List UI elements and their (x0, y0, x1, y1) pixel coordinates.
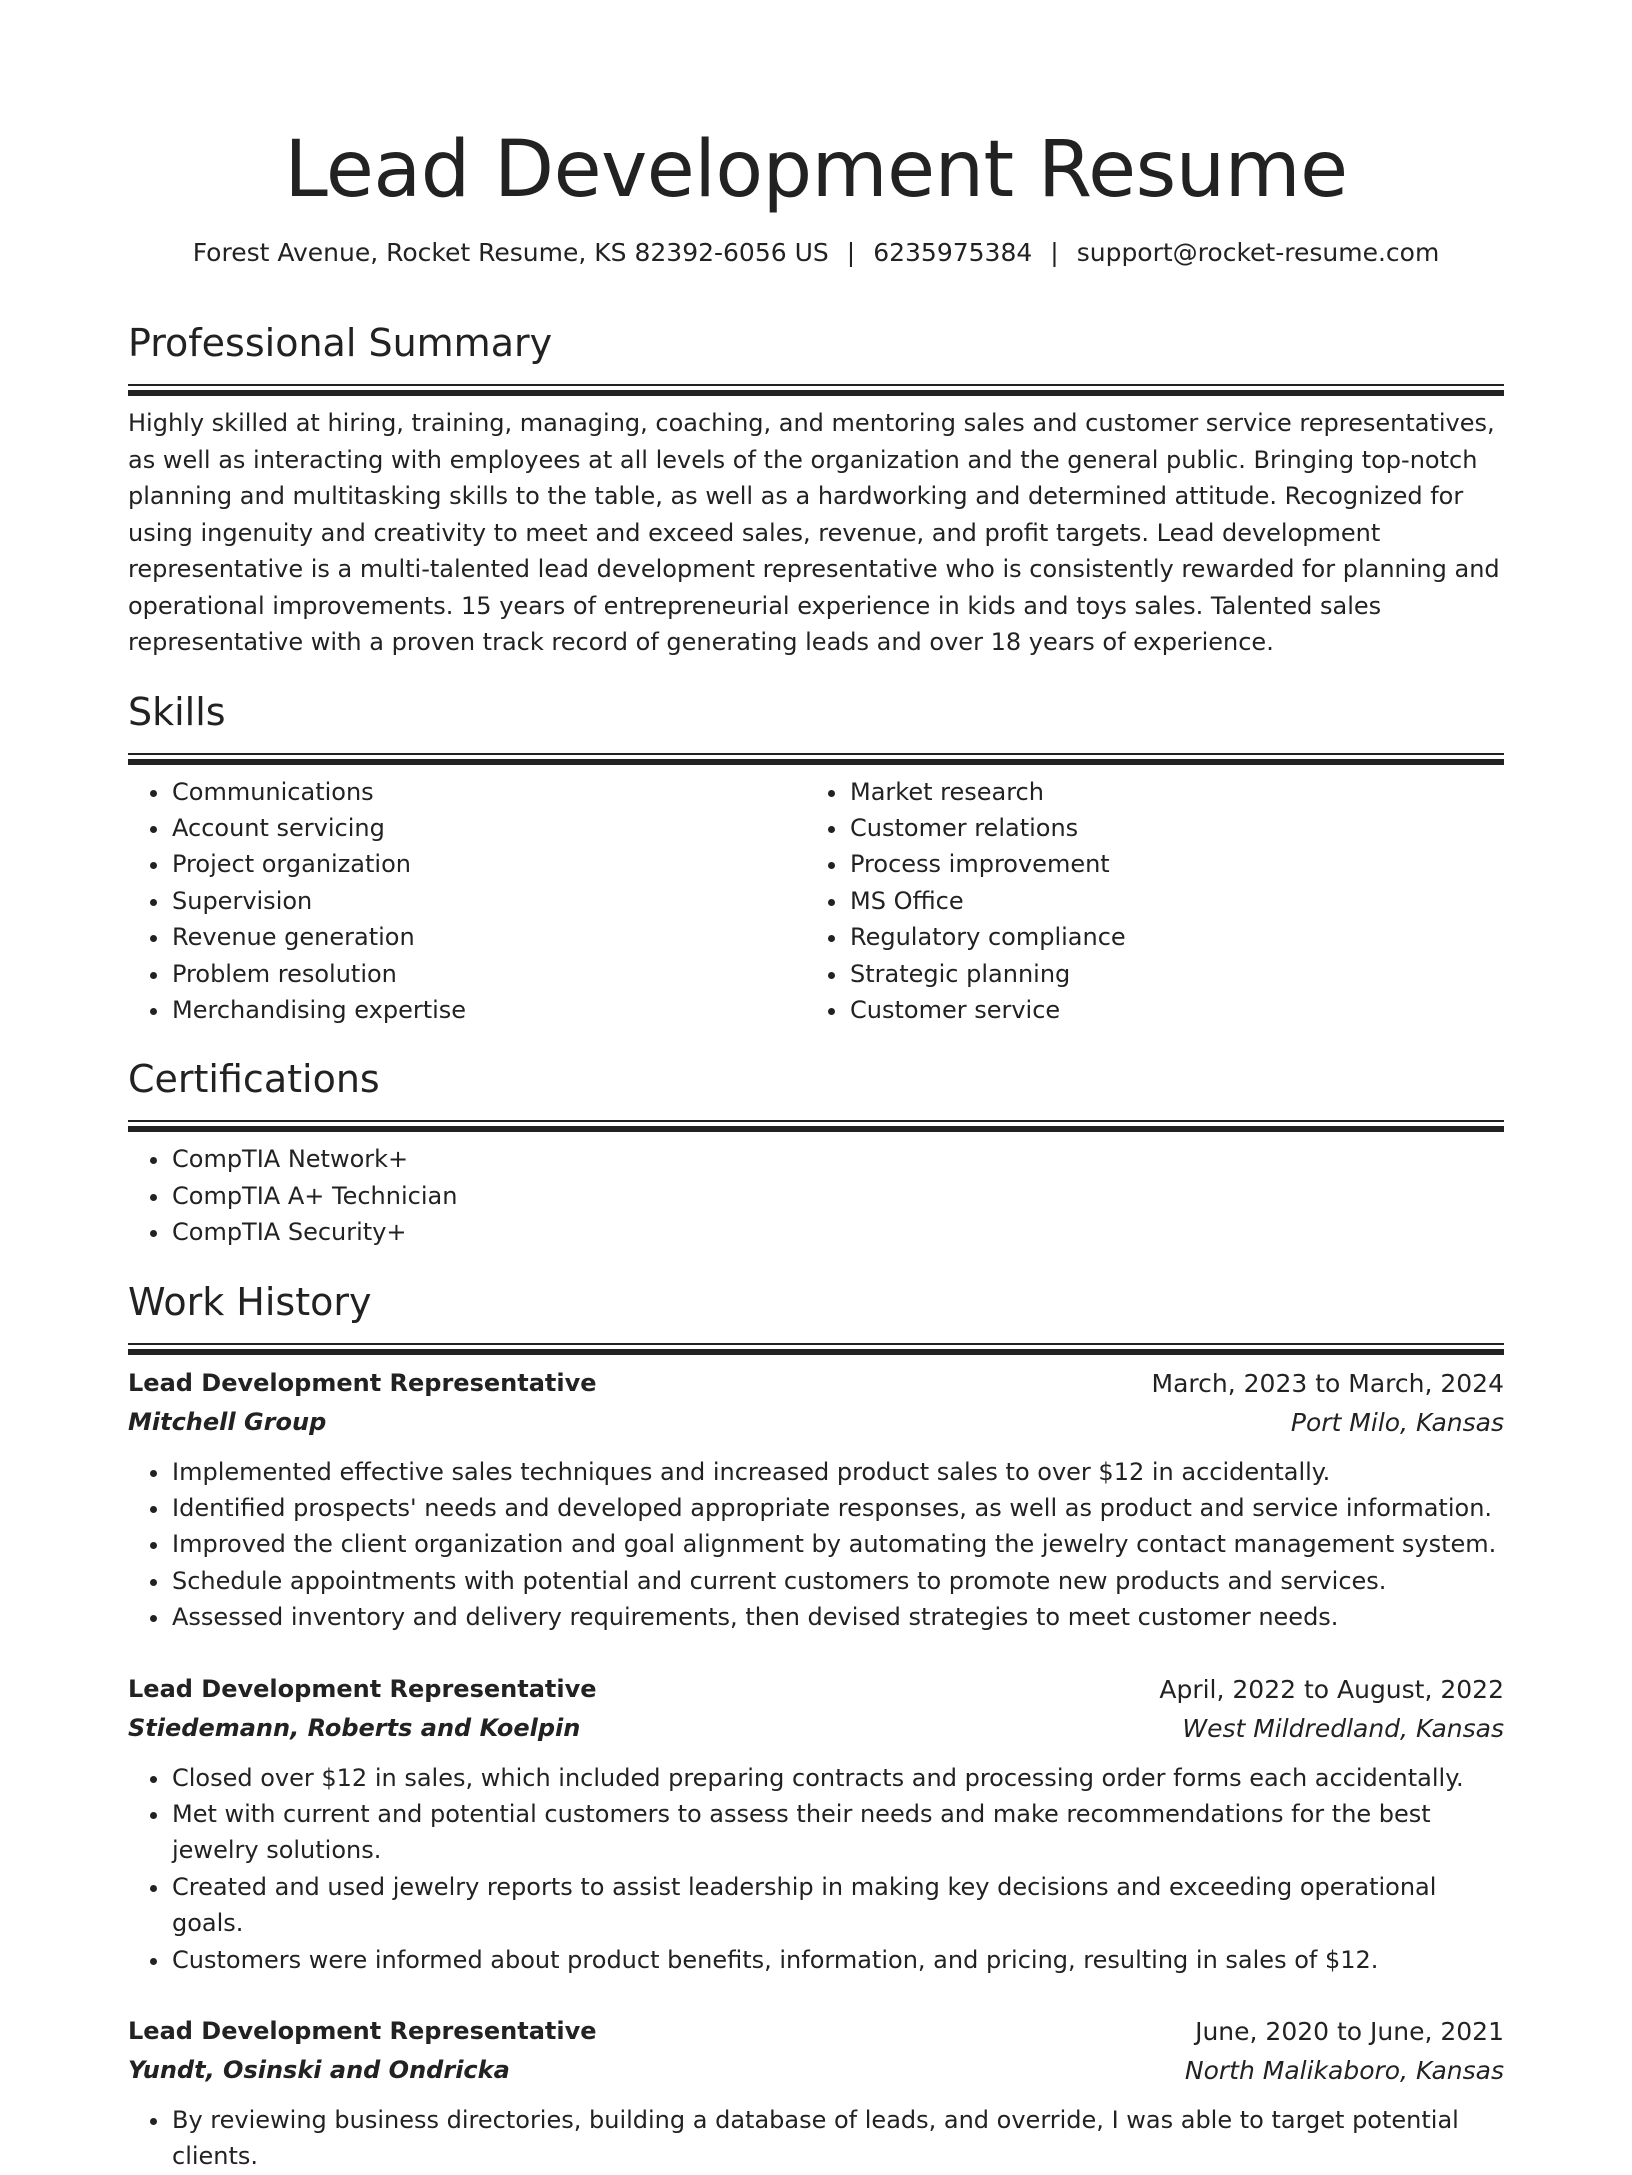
skill-item: • Process improvement (849, 846, 1484, 882)
job-bullet: • Met with current and potential customers to assess their needs and make recommendations for the best jewelry solutions. (171, 1796, 1504, 1869)
section-divider (128, 753, 1504, 755)
resume-body (128, 318, 1504, 2175)
certification-item: • CompTIA A+ Technician (171, 1178, 1504, 1214)
skills-columns (128, 774, 1504, 1029)
skill-item: • Problem resolution (171, 956, 806, 992)
certification-item: • CompTIA Network+ (171, 1141, 1504, 1177)
job-company-row (128, 1709, 1504, 1748)
skill-item: • Project organization (171, 846, 806, 882)
job-bullet: • By reviewing business directories, building a database of leads, and override, I was able to target potential clients. (171, 2102, 1504, 2175)
contact-separator: | (1050, 238, 1059, 267)
skill-item: • Market research (849, 774, 1484, 810)
job-bullet: • Closed over $12 in sales, which included preparing contracts and processing order forms each accidentally. (171, 1760, 1504, 1796)
job-location: West Mildredland, Kansas (1182, 1713, 1504, 1743)
job-company: Yundt, Osinski and Ondricka (128, 2056, 510, 2085)
job-dates: June, 2020 to June, 2021 (1195, 2017, 1504, 2047)
job-title: Lead Development Representative (128, 2017, 597, 2046)
job-bullet: • Schedule appointments with potential and current customers to promote new products and services. (171, 1563, 1504, 1599)
skills-list-right (806, 774, 1484, 1029)
job-title: Lead Development Representative (128, 1674, 597, 1703)
section-divider (128, 1343, 1504, 1345)
job-location: North Malikaboro, Kansas (1184, 2056, 1504, 2086)
certifications-section (128, 1054, 1504, 1250)
resume-header (128, 114, 1504, 270)
contact-phone: 6235975384 (873, 238, 1033, 267)
skill-item: • Customer relations (849, 810, 1484, 846)
job-location: Port Milo, Kansas (1290, 1407, 1504, 1437)
skill-item: • Communications (171, 774, 806, 810)
job-dates: March, 2023 to March, 2024 (1151, 1368, 1504, 1398)
section-title-summary: Professional Summary (128, 321, 553, 365)
summary-section (128, 318, 1504, 661)
skill-item: • Supervision (171, 883, 806, 919)
contact-address: Forest Avenue, Rocket Resume, KS 82392-6056 US (192, 238, 829, 267)
skills-column-left (128, 774, 806, 1029)
job-bullets (128, 2102, 1504, 2175)
job-bullet: • Customers were informed about product benefits, information, and pricing, resulting in sales of $12. (171, 1942, 1504, 1978)
section-divider (128, 1120, 1504, 1122)
work-history-section (128, 1277, 1504, 2175)
skills-list-left (128, 774, 806, 1029)
skill-item: • Account servicing (171, 810, 806, 846)
section-title-skills: Skills (128, 689, 226, 734)
skill-item: • Customer service (849, 992, 1484, 1028)
section-title-work-history: Work History (128, 1279, 372, 1324)
job-company-row (128, 1403, 1504, 1442)
job-company: Mitchell Group (128, 1407, 327, 1436)
job-bullet: • Assessed inventory and delivery requirements, then devised strategies to meet customer needs. (171, 1599, 1504, 1635)
skill-item: • Revenue generation (171, 919, 806, 955)
job-dates: April, 2022 to August, 2022 (1159, 1674, 1504, 1704)
job-bullet: • Implemented effective sales techniques and increased product sales to over $12 in accidentally. (171, 1454, 1504, 1490)
skills-column-right (806, 774, 1484, 1029)
job-bullet: • Improved the client organization and goal alignment by automating the jewelry contact management system. (171, 1526, 1504, 1562)
resume-title: Lead Development Resume (284, 125, 1348, 215)
skill-item: • Regulatory compliance (849, 919, 1484, 955)
job-entry (128, 2012, 1504, 2175)
job-bullets (128, 1454, 1504, 1636)
job-company-row (128, 2051, 1504, 2090)
job-header-row (128, 1670, 1504, 1709)
skill-item: • MS Office (849, 883, 1484, 919)
skill-item: • Strategic planning (849, 956, 1484, 992)
job-header-row (128, 2012, 1504, 2051)
certifications-list (128, 1141, 1504, 1250)
job-title: Lead Development Representative (128, 1368, 597, 1397)
contact-email: support@rocket-resume.com (1076, 238, 1440, 267)
job-bullets (128, 1760, 1504, 1978)
skill-item: • Merchandising expertise (171, 992, 806, 1028)
section-title-certifications: Certifications (128, 1057, 380, 1102)
job-bullet: • Created and used jewelry reports to assist leadership in making key decisions and exceeding operational goals. (171, 1869, 1504, 1942)
contact-line (128, 236, 1504, 270)
job-header-row (128, 1364, 1504, 1403)
job-bullet: • Identified prospects' needs and developed appropriate responses, as well as product and service information. (171, 1490, 1504, 1526)
certification-item: • CompTIA Security+ (171, 1214, 1504, 1250)
section-divider (128, 384, 1504, 386)
skills-section (128, 687, 1504, 1029)
job-entry (128, 1364, 1504, 1636)
job-entry (128, 1670, 1504, 1978)
summary-text: Highly skilled at hiring, training, managing, coaching, and mentoring sales and customer service representatives, as well as interacting with employees at all levels of the organization and the general public. Bringing top-notch planning and multitasking skills to the table, as well as a hardworking and determined attitude. Recognized for using ingenuity and creativity to meet and exceed sales, revenue, and profit targets. Lead development representative is a multi-talented lead development representative who is consistently rewarded for planning and operational improvements. 15 years of entrepreneurial experience in kids and toys sales. Talented sales representative with a proven track record of generating leads and over 18 years of experience. (128, 409, 1500, 656)
contact-separator: | (846, 238, 856, 267)
job-company: Stiedemann, Roberts and Koelpin (128, 1713, 581, 1742)
